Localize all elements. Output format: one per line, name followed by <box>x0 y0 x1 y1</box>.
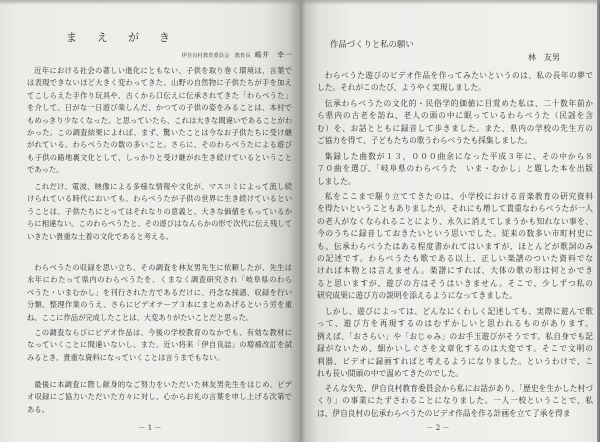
text-line: は表現できないほど大きく変わってきた。山野の自然物に子供たちが手を加え <box>27 78 292 88</box>
text-line: この調査ならびにビデオ作品は、今後の学校教育のなかでも、有効な教材に <box>34 328 292 337</box>
text-line: がれている、わらべうたの数の多いこと。さらに、そのわらべうたによる遊び <box>27 140 292 150</box>
text-line: は、伊自良村の伝承わらべうたのビデオ作品を作る計画を立て了承を得ま <box>317 408 571 418</box>
paragraph <box>317 191 593 303</box>
text-line: も、伝承わらべうたはある程度書かれてはいますが、ほとんどが歌詞のみ <box>317 241 593 251</box>
text-line: 分類、整理作業のうえ、さらにビデオテープ３本にまとめあげるという労を重 <box>27 300 292 310</box>
text-line: 利器、ビデオに録画すればと考えるようになりました。というわけで、こ <box>317 356 593 366</box>
text-line: 今のうちに録音しておきたいという思いでした。従来の数多い市町村史に <box>317 229 593 239</box>
paragraph <box>317 151 593 188</box>
text-line: 研究成果に遊び方の説明を添えるようになってきました。 <box>317 291 517 301</box>
author-affiliation: 伊自良村教育委員会 教育長 <box>181 53 251 59</box>
paragraph <box>27 262 292 324</box>
text-line: 例えば、「おさらい」や「おじゃみ」のお手玉遊びがそうです。私自身でも記 <box>317 331 593 341</box>
text-line: ければ本物とは言えません。楽譜にすれば、大体の歌の形は何とかでき <box>317 266 593 276</box>
text-line: 永年にわたって県内のわらべうたを、くまなく調査研究され「岐阜県のわら <box>27 275 292 285</box>
text-line: れも長い間頭の中で温めてきたのでした。 <box>317 368 464 378</box>
text-line: もめっきり少なくなった。と思っていたら、これは大きな間違いであることがわ <box>27 115 292 125</box>
text-line: 集録した曲数が１３，０００曲余になった平成３年に、その中から８ <box>324 152 593 161</box>
text-line: うことは、子供たちにとってはそれなりの意義と、大きな価値をもっているか <box>27 206 292 216</box>
text-line: わらべうた遊びのビデオ作品を作ってみたいというのは、私の長年の夢で <box>324 71 593 80</box>
text-line: みるとき、貴重な資料になっていくことは言うまでもない。 <box>27 352 224 362</box>
text-line: 伝承わらべうたの文化的・民俗学的価値に目覚めた私は、二十数年前か <box>324 99 593 108</box>
paragraph <box>317 70 593 95</box>
paragraph <box>27 379 292 416</box>
text-line: わらべうたの収録を思い立ち、その調査を林友男先生に依頼したが、先生は <box>34 263 292 272</box>
text-line: を得たいということもありましたが、それにも増して貴重なわらべうたが一人 <box>317 204 593 214</box>
text-line: を介して、日がな一日遊び楽しんだ、かつての子供の姿をみることは、本村で <box>27 103 292 113</box>
text-line: ら県内の古老を訪ね、老人の頭の中に眠っているわらべうた（民謡を含 <box>317 111 593 121</box>
paragraph <box>317 383 593 420</box>
paragraph <box>317 306 593 380</box>
author-name: 嶋井 幸一 <box>254 51 292 59</box>
text-line: であった。 <box>27 165 64 175</box>
text-line: ね、ここに作品が完成したことは、大変ありがたいことだと思った。 <box>27 312 254 322</box>
text-line: した。それがこのたび、ようやく実現しました。 <box>317 83 486 93</box>
paragraph <box>27 65 292 177</box>
text-line: 私をここまで駆り立ててきたのは、小学校における音楽教育の研究資料 <box>324 192 593 201</box>
text-line: けられている時代においても、わらべうたが子供の世界に生き続けているとい <box>27 194 292 204</box>
right-page <box>300 0 597 442</box>
section-title: 作品づくりと私の願い <box>330 39 414 49</box>
text-line: ると思いますが、遊びの方はそうはいきません。そこで、少しずつ私の <box>317 278 593 288</box>
paragraph <box>27 327 292 364</box>
text-line: しかし、遊びによっては、どんなにくわしく記述しても、実際に遊んで歌 <box>324 307 593 316</box>
scan-top-shadow <box>0 0 600 5</box>
page-number: － 2 － <box>426 424 450 432</box>
text-line: くり」の事業にたずさわることになりました。一人一校ということで、私 <box>317 396 593 406</box>
text-line: 最後に本調査に際し献身的なご努力をいただいた林友男先生をはじめ、ビデ <box>34 380 292 389</box>
paragraph <box>317 98 593 148</box>
author-name: 林 友男 <box>528 53 560 62</box>
text-line: これだけ、電波、映像による多様な情報や文化が、マスコミによって流し続 <box>34 182 292 191</box>
page-title: まえがき <box>66 31 190 44</box>
text-line: かった。この調査結果によれば、まず、驚いたことは今なお子供たちに受け継 <box>27 127 292 137</box>
text-line: らに相違ない。このわらべうたと、その遊びはなんらかの形で次代に伝え残して <box>27 219 292 229</box>
paragraph <box>27 181 292 243</box>
author-line <box>182 47 292 61</box>
text-line: オ収録にご協力いただいた方々に対し、心からお礼の言葉を申し上げる次第で <box>27 392 292 402</box>
page-number: － 1 － <box>138 424 162 432</box>
text-line: しました。 <box>317 176 356 186</box>
text-line: べうた・いまむかし」を刊行された方であるだけに、丹念な採譜、収録を行い <box>27 287 292 297</box>
text-line: てこしらえた手作り玩具や、古くから口伝えに伝承されてきた「わらべうた」 <box>27 90 292 100</box>
text-line: む）を、お話とともに録音して歩きました。また、県内の学校の先生方の <box>317 123 593 133</box>
text-line: ７０曲を選び、「岐阜県のわらべうた いま・むかし」と題した本を出版 <box>317 164 593 174</box>
text-line: 録がないため、細かいしぐさを文章化するのは大変です。そこで文明の <box>317 344 593 354</box>
text-line: 近年における社会の著しい進化にともない、子供を取り巻く環境は、言葉で <box>34 66 292 75</box>
text-line: そんな矢先、伊自良村教育委員会から私にお話があり、「歴史を生かした村づ <box>324 384 593 393</box>
text-line: ご協力を得て、子どもたちの歌うわらべうたも採集しました。 <box>317 136 533 146</box>
text-line: なっていくことに間違いないし、また、近い将来「伊自良誌」の増補改訂を試 <box>27 340 292 350</box>
text-line: ある。 <box>27 404 49 414</box>
text-line: って、遊び方を再現するのはむずかしいと思われるものがあります。 <box>317 319 593 329</box>
text-line: いきたい貴重な土着の文化であると考える。 <box>27 231 173 241</box>
text-line: の記述です。わらべうたも歌である以上、正しい楽譜のついた資料でな <box>317 253 593 263</box>
text-line: の老人がなくなられることにより、永久に消えてしまうかも知れない事を、 <box>317 216 593 226</box>
text-line: も子供の路地裏文化として、しっかりと受け継がれ生き続けているということ <box>27 152 292 162</box>
